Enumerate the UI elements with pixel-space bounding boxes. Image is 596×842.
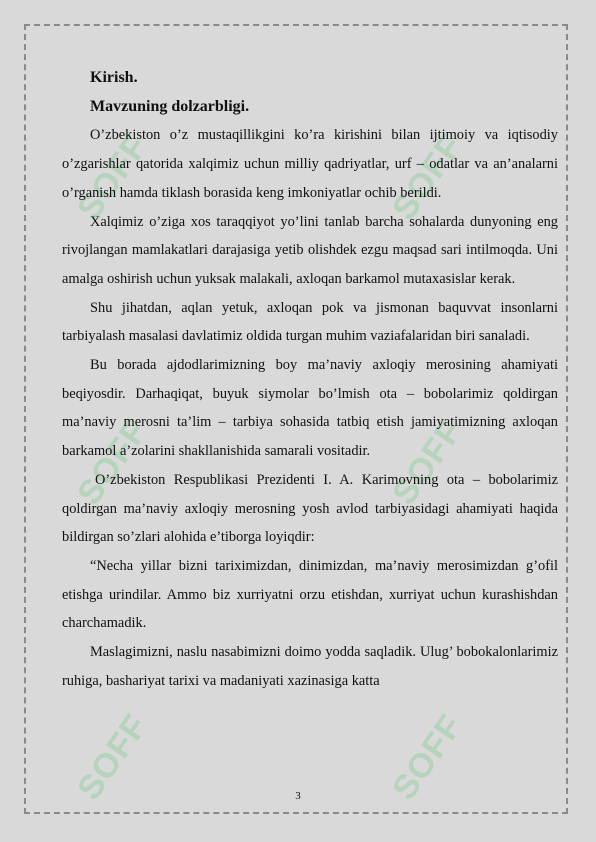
watermark: SOFF	[70, 127, 156, 227]
paragraph: Shu jihatdan, aqlan yetuk, axloqan pok va jismonan baquvvat insonlarni tarbiyalash masalasi davlatimiz oldida turgan muhim vaziafalaridan biri sanaladi.	[62, 299, 558, 345]
watermark: SOFF	[385, 412, 471, 512]
watermark: SOFF	[385, 127, 471, 227]
watermark: SOFF	[70, 412, 156, 512]
quote-paragraph: “Necha yillar bizni tariximizdan, dinimizdan, ma’naviy merosimizdan g’ofil etishga urindilar. Ammo biz xurriyatni orzu etishdan, xurriyat uchun kurashishdan charchamadik.	[62, 557, 558, 632]
document-body	[62, 64, 558, 695]
heading-introduction: Kirish.	[90, 69, 138, 86]
paragraph: Maslagimizni, naslu nasabimizni doimo yodda saqladik. Ulug’ bobokalonlarimiz ruhiga, bashariyat tarixi va madaniyati xazinasiga katta	[62, 644, 558, 689]
paragraph: O’zbekiston o’z mustaqillikgini ko’ra kirishini bilan ijtimoiy va iqtisodiy o’zgarishlar qatorida xalqimiz uchun milliy qadriyatlar, urf – odatlar va an’analarni o’rganish hamda tiklash borasida keng imkoniyatlar ochib berildi.	[62, 127, 558, 201]
watermark: SOFF	[385, 707, 471, 807]
page-number: 3	[295, 790, 301, 802]
paragraph: O’zbekiston Respublikasi Prezidenti I. A. Karimovning ota – bobolarimiz qoldirgan ma’naviy axloqiy merosning yosh avlod tarbiyasidagi ahamiyati haqida bildirgan so’zlari alohida e’tiborga loyiqdir:	[62, 471, 558, 546]
heading-relevance: Mavzuning dolzarbligi.	[90, 97, 250, 115]
watermark: SOFF	[70, 707, 156, 807]
paragraph: Bu borada ajdodlarimizning boy ma’naviy axloqiy merosining ahamiyati beqiyosdir. Darhaqiqat, buyuk siymolar bo’lmish ota – bobolarimiz qoldirgan ma’naviy merosni ta’lim – tarbiya sohasida tatbiq etish jamiyatimizning axloqan barkamol a’zolarini shakllanishida samarali vositadir.	[62, 357, 558, 460]
paragraph: Xalqimiz o’ziga xos taraqqiyot yo’lini tanlab barcha sohalarda dunyoning eng rivojlangan mamlakatlari darajasiga yetib olishdek ezgu maqsad sari intilmoqda. Uni amalga oshirish uchun yuksak malakali, axloqan barkamol mutaxasislar kerak.	[62, 213, 558, 287]
